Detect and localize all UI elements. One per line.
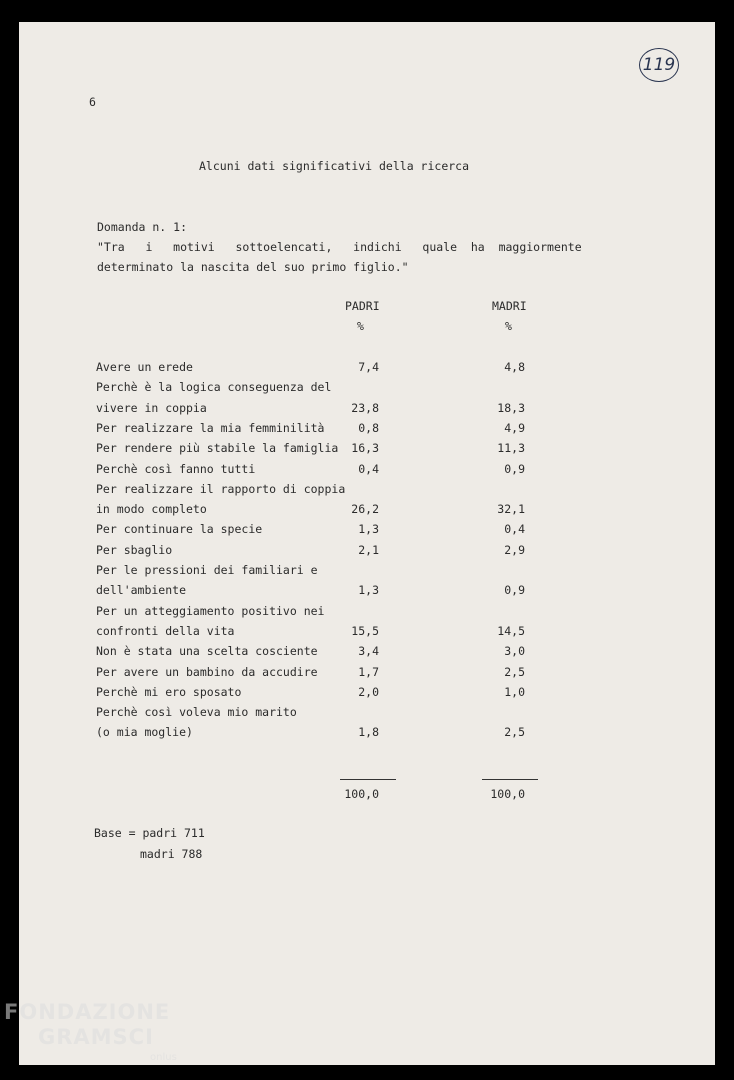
row-value-padri: 1,3 [358, 583, 379, 597]
row-value-padri: 1,8 [358, 725, 379, 739]
total-padri: 100,0 [344, 787, 379, 801]
row-label: Per realizzare la mia femminilità [96, 421, 325, 435]
row-value-padri: 2,0 [358, 685, 379, 699]
row-label: confronti della vita [96, 624, 235, 638]
row-value-madri: 11,3 [497, 441, 525, 455]
row-label: Per continuare la specie [96, 522, 263, 536]
column-unit-madri: % [505, 319, 512, 333]
row-value-padri: 1,7 [358, 665, 379, 679]
row-value-madri: 4,9 [504, 421, 525, 435]
total-madri: 100,0 [490, 787, 525, 801]
total-rule-madri [482, 779, 538, 780]
row-value-madri: 0,9 [504, 462, 525, 476]
row-label: Per avere un bambino da accudire [96, 665, 318, 679]
row-value-padri: 16,3 [351, 441, 379, 455]
archive-stamp: 119 [639, 48, 679, 82]
row-label: (o mia moglie) [96, 725, 193, 739]
row-value-padri: 0,8 [358, 421, 379, 435]
row-label: in modo completo [96, 502, 207, 516]
row-label: Perchè è la logica conseguenza del [96, 380, 332, 394]
row-value-madri: 2,5 [504, 665, 525, 679]
page-title: Alcuni dati significativi della ricerca [199, 159, 470, 173]
row-label: Avere un erede [96, 360, 193, 374]
row-label: dell'ambiente [96, 583, 187, 597]
row-label: Per rendere più stabile la famiglia [96, 441, 339, 455]
row-label: Per sbaglio [96, 543, 173, 557]
base-padri: Base = padri 711 [94, 826, 205, 840]
row-value-madri: 4,8 [504, 360, 525, 374]
row-label: vivere in coppia [96, 401, 207, 415]
row-value-madri: 1,0 [504, 685, 525, 699]
row-label: Per le pressioni dei familiari e [96, 563, 318, 577]
row-value-madri: 0,4 [504, 522, 525, 536]
question-label: Domanda n. 1: [97, 220, 188, 234]
row-value-padri: 26,2 [351, 502, 379, 516]
row-label: Perchè così voleva mio marito [96, 705, 297, 719]
row-label: Perchè mi ero sposato [96, 685, 242, 699]
row-value-madri: 32,1 [497, 502, 525, 516]
total-rule-padri [340, 779, 396, 780]
document-page [19, 22, 715, 1065]
watermark-line1: FONDAZIONE [4, 1000, 171, 1024]
row-label: Per realizzare il rapporto di coppia [96, 482, 346, 496]
column-header-madri: MADRI [492, 299, 527, 313]
row-value-madri: 14,5 [497, 624, 525, 638]
row-value-padri: 23,8 [351, 401, 379, 415]
row-value-padri: 3,4 [358, 644, 379, 658]
column-unit-padri: % [357, 319, 364, 333]
page-number: 6 [89, 95, 96, 109]
row-value-madri: 0,9 [504, 583, 525, 597]
watermark-line3: onlus [150, 1052, 177, 1063]
column-header-padri: PADRI [345, 299, 380, 313]
row-label: Per un atteggiamento positivo nei [96, 604, 325, 618]
question-text-line1: "Tra i motivi sottoelencati, indichi quale ha maggiormente [97, 240, 582, 254]
row-value-madri: 3,0 [504, 644, 525, 658]
row-value-madri: 18,3 [497, 401, 525, 415]
row-value-padri: 2,1 [358, 543, 379, 557]
row-value-madri: 2,9 [504, 543, 525, 557]
base-madri: madri 788 [140, 847, 203, 861]
watermark-line2: GRAMSCI [38, 1025, 154, 1049]
row-label: Non è stata una scelta cosciente [96, 644, 318, 658]
row-value-madri: 2,5 [504, 725, 525, 739]
row-value-padri: 15,5 [351, 624, 379, 638]
row-value-padri: 0,4 [358, 462, 379, 476]
question-text-line2: determinato la nascita del suo primo figlio." [97, 260, 409, 274]
row-value-padri: 1,3 [358, 522, 379, 536]
row-label: Perchè così fanno tutti [96, 462, 256, 476]
row-value-padri: 7,4 [358, 360, 379, 374]
